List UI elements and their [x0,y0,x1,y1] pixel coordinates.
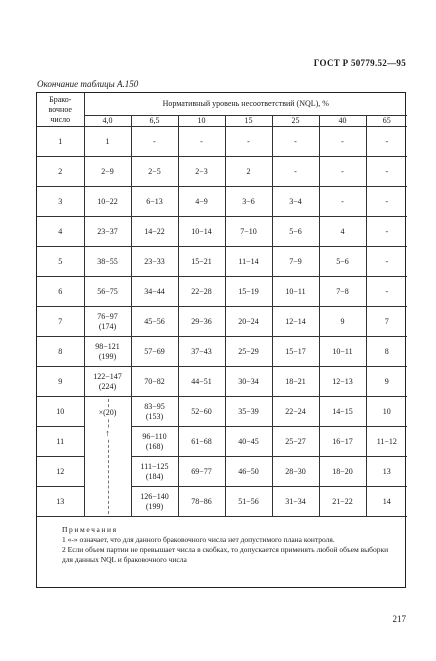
cell-value: 10−11 [332,346,353,356]
cell-value: 13 [382,466,391,476]
rejection-number-header: Брако- вочное число [37,93,84,127]
table-cell [178,307,225,337]
rejection-number-cell: 13 [37,487,84,517]
rejection-number-cell: 12 [37,457,84,487]
cell-value: - [200,136,203,146]
table-cell [319,397,366,427]
nql-value-header: 10 [178,116,225,127]
table-cell [272,157,319,187]
cell-value: 11−12 [376,436,397,446]
rejection-number-cell: 3 [37,187,84,217]
table-cell [319,277,366,307]
cell-value: 111−125 [140,461,169,471]
nql-title: Нормативный уровень несоответствий (NQL), % [84,93,407,116]
cell-value: 78−86 [191,496,212,506]
cell-value: 30−34 [238,376,259,386]
cell-value: 52−60 [191,406,212,416]
table-cell [225,487,272,517]
cell-value: 20−24 [238,316,259,326]
cell-value: 70−82 [144,376,165,386]
rejection-number-cell: 7 [37,307,84,337]
table-cell [84,217,131,247]
table-cell [225,277,272,307]
rejection-number-cell: 10 [37,397,84,427]
cell-value: 15−21 [191,256,212,266]
table-row [37,217,407,247]
table-cell [178,187,225,217]
table-cell [319,217,366,247]
table-cell [225,247,272,277]
cell-value: 34−44 [144,286,165,296]
cell-value: 83−95 [144,401,165,411]
cell-value: 45−56 [144,316,165,326]
table-cell [319,367,366,397]
table-cell [272,307,319,337]
table-cell [131,367,178,397]
cell-value: 18−21 [285,376,306,386]
table-cell [131,127,178,157]
cell-value: 126−140 [140,491,169,501]
table-cell [131,457,178,487]
cell-value: 69−77 [191,466,212,476]
table-cell [131,187,178,217]
cell-value: 14−15 [332,406,353,416]
table-cell [131,277,178,307]
rejection-number-cell: 4 [37,217,84,247]
cell-value: - [385,286,389,296]
table-cell [366,427,407,457]
table-frame [36,92,406,588]
table-cell [272,367,319,397]
table-cell [366,247,407,277]
table-cell [366,457,407,487]
table-row [37,337,407,367]
cell-value: 22−28 [191,286,212,296]
cell-value: 9 [384,376,389,386]
cell-value: 7 [384,316,389,326]
table-cell [178,277,225,307]
table-cell [225,217,272,247]
table-cell [272,457,319,487]
table-cell [178,247,225,277]
table-cell [131,217,178,247]
cell-value: 12−13 [332,376,353,386]
table-cell [178,337,225,367]
cell-value: 8 [384,346,389,356]
cell-value: 35−39 [238,406,259,416]
table-cell [272,397,319,427]
nql-value-header: 6,5 [131,116,178,127]
table-cell [366,307,407,337]
table-cell [84,307,131,337]
cell-value: 15−19 [238,286,259,296]
cell-value: - [294,136,297,146]
cell-value: 5−6 [289,226,302,236]
table-cell [178,367,225,397]
notes [62,525,392,565]
rejection-number-cell: 8 [37,337,84,367]
cell-value: 51−56 [238,496,259,506]
table-cell [319,127,366,157]
table-cell [178,397,225,427]
table-cell [84,337,131,367]
table-cell [225,337,272,367]
table-cell [366,277,407,307]
table-cell [272,127,319,157]
table-cell [178,427,225,457]
page-number: 217 [392,614,406,624]
cell-value: 37−43 [191,346,212,356]
table-cell [84,157,131,187]
cell-value: 21−22 [332,496,353,506]
cell-value: 98−121 [95,341,120,351]
note-item: 1 «-» означает, что для данного браковочного числа нет допустимого плана контроля. [62,535,335,544]
cell-value: 18−20 [332,466,353,476]
cell-value: 2−5 [148,166,161,176]
table-cell [131,307,178,337]
cell-value: 7−8 [336,286,349,296]
cell-value: 6−13 [146,196,163,206]
table-cell [178,157,225,187]
table-row [37,307,407,337]
cell-value: 96−110 [142,431,167,441]
table-cell [366,397,407,427]
table-cell [272,277,319,307]
table-cell [131,247,178,277]
cell-value: 4−9 [195,196,208,206]
table-cell [225,307,272,337]
cell-value: - [153,136,156,146]
table-cell [366,217,407,247]
table-cell [319,337,366,367]
table-cell [84,367,131,397]
cell-value: - [341,166,344,176]
table-cell [319,457,366,487]
table-cell [225,397,272,427]
table-cell [272,427,319,457]
cell-lot-size: (168) [145,441,164,451]
cell-value: - [341,136,344,146]
cell-value: 11−14 [238,256,259,266]
table-cell [366,487,407,517]
table-cell [178,217,225,247]
table-cell [84,247,131,277]
cell-value: 44−51 [191,376,212,386]
cell-value: 2−9 [101,166,114,176]
table-cell [225,127,272,157]
table-cell [366,367,407,397]
table-cell [131,157,178,187]
cell-lot-size: (184) [145,471,164,481]
table-cell [319,427,366,457]
cell-value: 122−147 [93,371,122,381]
cell-value: 15−17 [285,346,306,356]
cell-value: 16−17 [332,436,353,446]
table-cell [84,127,131,157]
table-cell [319,157,366,187]
cell-value: - [294,166,297,176]
table-cell [272,337,319,367]
cell-value: 2−3 [195,166,208,176]
table-cell [131,397,178,427]
table-cell [178,457,225,487]
table-cell [272,187,319,217]
rejection-number-cell: 9 [37,367,84,397]
table-cell [178,487,225,517]
rejection-number-cell: 2 [37,157,84,187]
nql-value-header: 25 [272,116,319,127]
table-cell [319,247,366,277]
table-cell [225,457,272,487]
up-arrow-icon: ↑ [85,428,131,438]
table-row [37,397,407,427]
table-cell [131,487,178,517]
cell-value: 12−14 [285,316,306,326]
document-code: ГОСТ Р 50779.52—95 [313,58,406,68]
cell-value: - [385,226,389,236]
cell-value: 14 [382,496,391,506]
table-cell [272,247,319,277]
cell-value: 23−37 [97,226,118,236]
cell-value: 56−75 [97,286,118,296]
table-cell [131,427,178,457]
cell-value: - [247,136,250,146]
rejection-number-cell: 1 [37,127,84,157]
cell-value: 10 [382,406,391,416]
cell-lot-size: (199) [145,501,164,511]
note-item: 2 Если объем партии не превышает числа в скобках, то допускается применять любой объем выборки для данных NQL и браковочного числа [62,545,389,564]
cell-value: 61−68 [191,436,212,446]
table-row [37,367,407,397]
cell-value: 3−4 [289,196,302,206]
rejection-number-cell: 5 [37,247,84,277]
no-plan-region [84,397,131,517]
cell-value: 25−29 [238,346,259,356]
cell-value: 9 [340,316,345,326]
cell-value: 46−50 [238,466,259,476]
table-cell [319,487,366,517]
cell-value: 40−45 [238,436,259,446]
table-cell [131,337,178,367]
nql-value-header: 4,0 [84,116,131,127]
cell-value: 5−6 [336,256,349,266]
table-cell [178,127,225,157]
cell-value: 1 [105,136,110,146]
cell-lot-size: (153) [145,411,164,421]
table-row [37,127,407,157]
cell-value: 23−33 [144,256,165,266]
cell-value: - [385,196,389,206]
nql-value-header: 40 [319,116,366,127]
nql-value-header: 15 [225,116,272,127]
table-cell [84,187,131,217]
notes-title: Примечания [62,525,118,534]
nql-value-header: 65 [366,116,407,127]
cell-value: 76−97 [97,311,118,321]
cell-value: 10−11 [285,286,306,296]
cell-value: 57−69 [144,346,165,356]
cell-value: 28−30 [285,466,306,476]
table-cell [225,367,272,397]
cell-value: 25−27 [285,436,306,446]
cell-lot-size: (174) [98,321,117,331]
sampling-table [37,93,407,517]
cross-mark: ×(20) [85,408,131,418]
cell-value: - [385,166,389,176]
table-row [37,187,407,217]
cell-lot-size: (224) [98,381,117,391]
table-cell [84,277,131,307]
table-cell [225,427,272,457]
rejection-number-cell: 11 [37,427,84,457]
table-cell [366,187,407,217]
cell-value: - [385,136,389,146]
cell-value: 7−9 [289,256,302,266]
cell-value: 3−6 [242,196,255,206]
table-cell [272,217,319,247]
cell-value: 10−22 [97,196,118,206]
table-cell [319,187,366,217]
cell-value: 38−55 [97,256,118,266]
cell-value: 4 [340,226,345,236]
table-row [37,247,407,277]
cell-value: 29−36 [191,316,212,326]
cell-value: 10−14 [191,226,212,236]
cell-value: 14−22 [144,226,165,236]
cell-lot-size: (199) [98,351,117,361]
table-cell [366,127,407,157]
table-cell [225,157,272,187]
rejection-number-cell: 6 [37,277,84,307]
table-row [37,277,407,307]
table-cell [366,337,407,367]
cell-value: - [385,256,389,266]
table-row [37,157,407,187]
table-cell [225,187,272,217]
table-cell [366,157,407,187]
cell-value: 31−34 [285,496,306,506]
cell-value: 7−10 [240,226,257,236]
table-caption: Окончание таблицы А.150 [37,79,139,89]
table-cell [319,307,366,337]
cell-value: - [341,196,344,206]
table-cell [272,487,319,517]
cell-value: 22−24 [285,406,306,416]
cell-value: 2 [246,166,251,176]
